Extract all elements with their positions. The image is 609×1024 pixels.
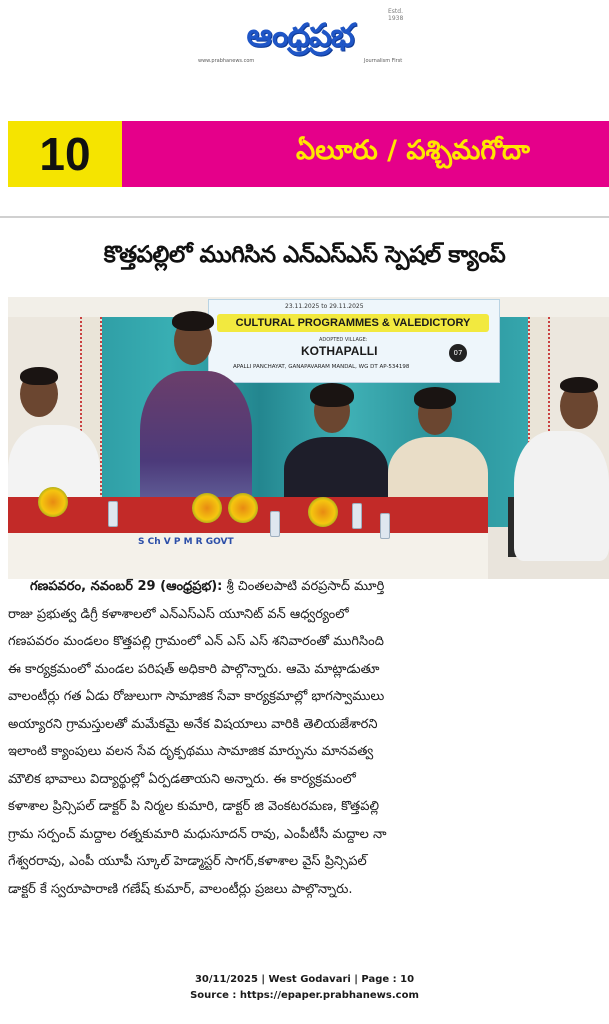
article-headline: కొత్తపల్లిలో ముగిసిన ఎన్ఎస్ఎస్ స్పెషల్ క్యాంప్ xyxy=(103,242,506,268)
article-line: కళాశాల ప్రిన్సిపల్ డాక్టర్ పి నిర్మల కుమారి, డాక్టర్ జి వెంకటరమణ, కొత్తపల్లి xyxy=(8,799,380,814)
banner-adopted-label: ADOPTED VILLAGE: xyxy=(319,337,368,343)
page-footer xyxy=(0,972,609,1004)
article-dateline: గణపవరం, నవంబర్ 29 (ఆంధ్రప్రభ): xyxy=(30,579,223,594)
banner-title: CULTURAL PROGRAMMES & VALEDICTORY xyxy=(217,314,489,332)
photo-water-bottle xyxy=(108,501,118,527)
article-photo xyxy=(8,297,609,579)
photo-flower-bouquet xyxy=(228,493,258,523)
article-body xyxy=(8,573,600,903)
newspaper-logo xyxy=(188,8,414,70)
footer-source[interactable]: Source : https://epaper.prabhanews.com xyxy=(190,990,419,1001)
logo-established: Estd. 1938 xyxy=(388,8,404,22)
photo-flower-bouquet xyxy=(38,487,68,517)
footer-info: 30/11/2025 | West Godavari | Page : 10 xyxy=(194,974,415,985)
article-line: గేశ్వరరావు, ఎంపీ యూపీ స్కూల్ హెడ్మాస్టర్ సాగర్,కళాశాల వైస్ ప్రిన్సిపల్ xyxy=(8,854,367,869)
photo-water-bottle xyxy=(380,513,390,539)
photo-water-bottle xyxy=(352,503,362,529)
photo-flower-bouquet xyxy=(308,497,338,527)
article-line: ఈ కార్యక్రమంలో మండల పరిషత్ అధికారి పాల్గొన్నారు. ఆమె మాట్లాడుతూ xyxy=(8,661,380,677)
logo-tagline: Journalism First xyxy=(364,58,403,64)
photo-flower-bouquet xyxy=(192,493,222,523)
photo-hair xyxy=(172,311,214,331)
article-line: గ్రామ సర్పంచ్ మద్దాల రత్నకుమారి మధుసూదన్ రావు, ఎంపీటీసీ మద్దాల నా xyxy=(8,826,387,842)
article-line xyxy=(30,573,600,601)
logo-title: ఆంధ్రప్రభ xyxy=(246,16,354,54)
article-line: డాక్టర్ కే స్వరూపారాణి గణేష్ కుమార్, వాలంటీర్లు ప్రజలు పాల్గొన్నారు. xyxy=(8,881,353,897)
banner-dates: 23.11.2025 to 29.11.2025 xyxy=(285,303,364,310)
edition-name: ఏలూరు / పశ్చిమగోదా xyxy=(122,121,609,187)
photo-person-man-right xyxy=(514,431,609,561)
event-banner xyxy=(208,299,500,383)
photo-hair xyxy=(414,387,456,409)
article-line: గణపవరం మండలం కొత్తపల్లి గ్రామంలో ఎన్ ఎస్ ఎస్ శనివారంతో ముగిసింది xyxy=(8,634,384,649)
article-line: రాజు ప్రభుత్వ డిగ్రీ కళాశాలలో ఎన్ఎస్ఎస్ యూనిట్ వన్ ఆధ్వర్యంలో xyxy=(8,606,349,622)
masthead xyxy=(0,0,609,110)
page-band xyxy=(8,121,609,187)
banner-address: APALLI PANCHAYAT, GANAPAVARAM MANDAL, WG DT AP-534198 xyxy=(233,364,410,370)
news-clipping xyxy=(0,216,609,956)
banner-badge: 07 xyxy=(449,344,467,362)
article-line-text: శ్రీ చింతలపాటి వరప్రసాద్ మూర్తి xyxy=(222,579,385,594)
tablecloth-text: S Ch V P M R GOVT xyxy=(138,537,234,547)
article-line: వాలంటీర్లు గత ఏడు రోజులుగా సామాజిక సేవా కార్యక్రమాల్లో భాగస్వాములు xyxy=(8,689,385,704)
page-number: 10 xyxy=(8,121,122,187)
logo-url: www.prabhanews.com xyxy=(198,58,255,64)
photo-hair xyxy=(310,383,354,407)
photo-water-bottle xyxy=(270,511,280,537)
photo-hair xyxy=(20,367,58,385)
article-line: ఇలాంటి క్యాంపులు వలన సేవ దృక్పథము సామాజిక మార్పును మానవత్వ xyxy=(8,744,374,759)
photo-hair xyxy=(560,377,598,393)
article-line: మౌలిక భావాలు విద్యార్థుల్లో ఏర్పడతాయని అన్నారు. ఈ కార్యక్రమంలో xyxy=(8,771,356,787)
banner-village: KOTHAPALLI xyxy=(301,344,378,358)
article-line: అయ్యారని గ్రామస్తులతో మమేకమై అనేక విషయాలు వారికి తెలియజేశారని xyxy=(8,716,378,732)
